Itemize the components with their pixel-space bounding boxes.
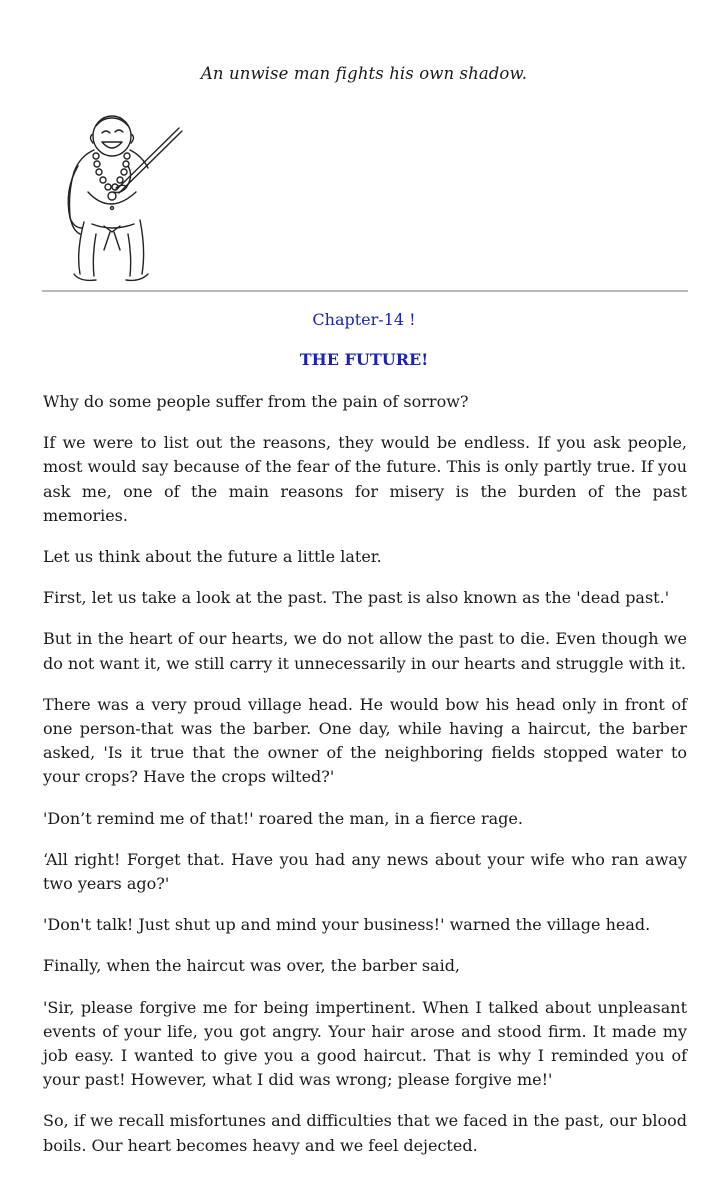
laughing-monk-with-staff-icon [44, 104, 204, 294]
paragraph: There was a very proud village head. He would bow his head only in front of one person-that was the barber. One day, while having a haircut, the barber asked, 'Is it true that the owner of the neighboring fields stopped water to your crops? Have the crops wilted?' [43, 694, 687, 787]
chapter-label: Chapter-14 ! [312, 310, 416, 329]
paragraph: 'Don't talk! Just shut up and mind your business!' warned the village head. [43, 915, 651, 935]
section-divider [42, 290, 688, 292]
paragraph: First, let us take a look at the past. The past is also known as the 'dead past.' [43, 588, 670, 608]
epigraph: An unwise man fights his own shadow. [200, 64, 528, 83]
paragraph: Finally, when the haircut was over, the barber said, [43, 956, 461, 976]
paragraph: So, if we recall misfortunes and difficulties that we faced in the past, our blood boils. Our heart becomes heavy and we feel dejected. [43, 1111, 687, 1155]
paragraph: But in the heart of our hearts, we do not allow the past to die. Even though we do not want it, we still carry it unnecessarily in our hearts and struggle with it. [43, 629, 687, 673]
paragraph: Why do some people suffer from the pain of sorrow? [43, 392, 469, 411]
paragraph: ‘All right! Forget that. Have you had any news about your wife who ran away two years ago?' [43, 849, 687, 894]
paragraph: If we were to list out the reasons, they would be endless. If you ask people, most would say because of the fear of the future. This is only partly true. If you ask me, one of the main reasons for misery is the burden of the past memories. [43, 433, 687, 525]
paragraph: Let us think about the future a little later. [43, 547, 382, 567]
paragraph: 'Don’t remind me of that!' roared the man, in a fierce rage. [43, 808, 523, 828]
paragraph: 'Sir, please forgive me for being impertinent. When I talked about unpleasant events of your life, you got angry. Your hair arose and stood firm. It made my job easy. I wanted to give you a good haircut. That is why I reminded you of your past! However, what I did was wrong; please forgive me!' [43, 997, 687, 1090]
chapter-title: THE FUTURE! [299, 350, 429, 369]
body-text [43, 390, 687, 1175]
